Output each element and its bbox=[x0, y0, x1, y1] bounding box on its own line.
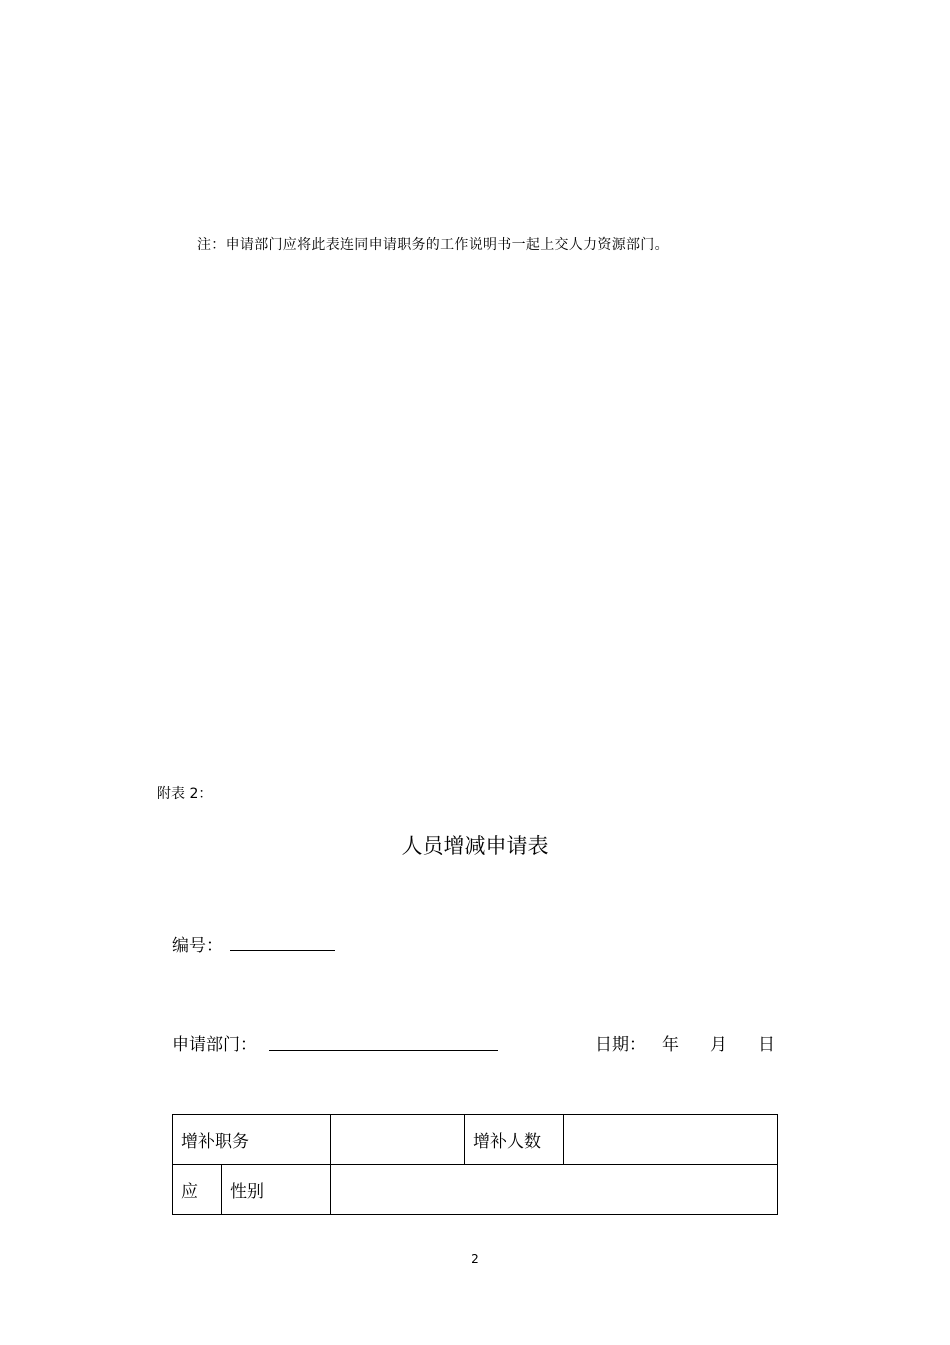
page-number: 2 bbox=[471, 1252, 479, 1266]
footnote: 注：申请部门应将此表连同申请职务的工作说明书一起上交人力资源部门。 bbox=[197, 237, 669, 253]
date-month-label: 月 bbox=[710, 1035, 727, 1055]
headcount-label-cell: 增补人数 bbox=[465, 1115, 564, 1165]
appendix-label: 附表 2： bbox=[157, 786, 213, 802]
position-label-cell: 增补职务 bbox=[173, 1115, 331, 1165]
date-day-label: 日 bbox=[758, 1035, 775, 1055]
number-label: 编号： bbox=[172, 936, 223, 956]
number-blank-line[interactable] bbox=[230, 950, 335, 951]
department-label: 申请部门： bbox=[172, 1035, 257, 1055]
date-label: 日期： bbox=[595, 1035, 646, 1055]
position-value-cell[interactable] bbox=[331, 1115, 465, 1165]
department-blank-line[interactable] bbox=[269, 1050, 498, 1051]
form-title: 人员增减申请表 bbox=[401, 834, 549, 858]
gender-label-cell: 性别 bbox=[222, 1165, 331, 1215]
gender-value-cell[interactable] bbox=[331, 1165, 778, 1215]
date-year-label: 年 bbox=[662, 1035, 679, 1055]
headcount-value-cell[interactable] bbox=[564, 1115, 778, 1165]
staff-change-table bbox=[172, 1114, 778, 1215]
requirement-label-cell: 应 bbox=[173, 1165, 222, 1215]
table-row bbox=[173, 1165, 778, 1215]
table-row bbox=[173, 1115, 778, 1165]
